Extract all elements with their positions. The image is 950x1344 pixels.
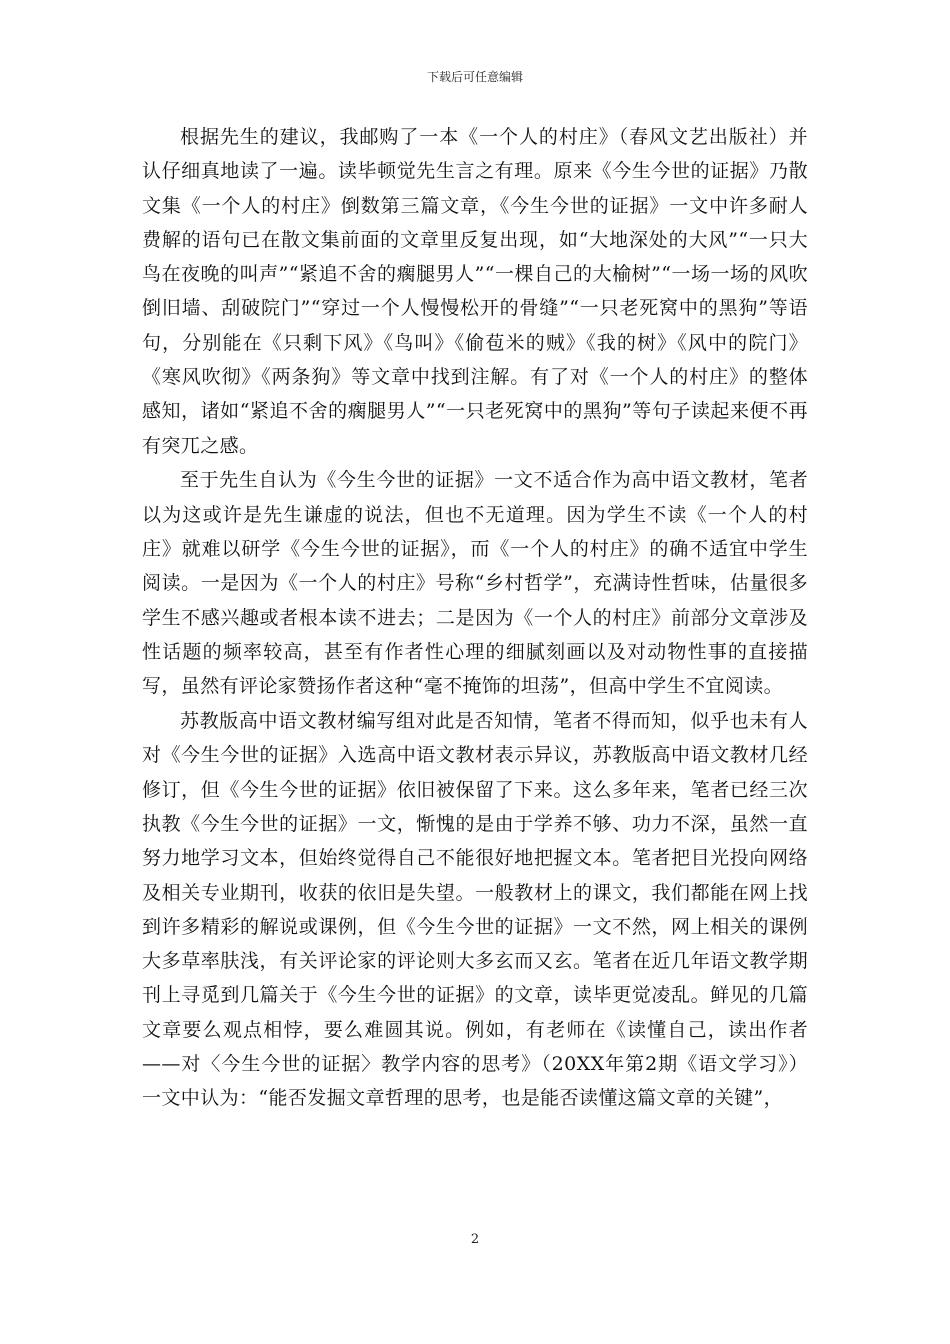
page-number: 2 (470, 1232, 480, 1247)
paragraph-3: 苏教版高中语文教材编写组对此是否知情，笔者不得而知，似乎也未有人对《今生今世的证据》入选高中语文教材表示异议，苏教版高中语文教材几经修订，但《今生今世的证据》依旧被保留了下来。这么多年来，笔者已经三次执教《今生今世的证据》一文，惭愧的是由于学养不够、功力不深，虽然一直努力地学习文本，但始终觉得自己不能很好地把握文本。笔者把目光投向网络及相关专业期刊，收获的依旧是失望。一般教材上的课文，我们都能在网上找到许多精彩的解说或课例，但《今生今世的证据》一文不然，网上相关的课例大多草率肤浅，有关评论家的评论则大多玄而又玄。笔者在近几年语文教学期刊上寻觅到几篇关于《今生今世的证据》的文章，读毕更觉凌乱。鲜见的几篇文章要么观点相悖，要么难圆其说。例如，有老师在《读懂自己，读出作者——对〈今生今世的证据〉教学内容的思考》（20XX年第2期《语文学习》）一文中认为：“能否发掘文章哲理的思考，也是能否读懂这篇文章的关键”， (142, 710, 808, 1110)
page-header: 下载后可任意编辑 (426, 70, 523, 84)
paragraph-2: 至于先生自认为《今生今世的证据》一文不适合作为高中语文教材，笔者以为这或许是先生谦虚的说法，但也不无道理。因为学生不读《一个人的村庄》就难以研学《今生今世的证据》，而《一个人的村庄》的确不适宜中学生阅读。一是因为《一个人的村庄》号称“乡村哲学”，充满诗性哲味，估量很多学生不感兴趣或者根本读不进去；二是因为《一个人的村庄》前部分文章涉及性话题的频率较高，甚至有作者性心理的细腻刻画以及对动物性事的直接描写，虽然有评论家赞扬作者这种“毫不掩饰的坦荡”，但高中学生不宜阅读。 (142, 469, 808, 698)
paragraph-1: 根据先生的建议，我邮购了一本《一个人的村庄》（春风文艺出版社）并认仔细真地读了一遍。读毕顿觉先生言之有理。原来《今生今世的证据》乃散文集《一个人的村庄》倒数第三篇文章，《今生今世的证据》一文中许多耐人费解的语句已在散文集前面的文章里反复出现，如“大地深处的大风”“一只大鸟在夜晚的叫声”“紧追不舍的瘸腿男人”“一棵自己的大榆树”“一场一场的风吹倒旧墙、刮破院门”“穿过一个人慢慢松开的骨缝”“一只老死窝中的黑狗”等语句，分别能在《只剩下风》《鸟叫》《偷苞米的贼》《我的树》《风中的院门》《寒风吹彻》《两条狗》等文章中找到注解。有了对《一个人的村庄》的整体感知，诸如“紧追不舍的瘸腿男人”“一只老死窝中的黑狗”等句子读起来便不再有突兀之感。 (142, 126, 808, 457)
document-body (142, 120, 808, 1116)
